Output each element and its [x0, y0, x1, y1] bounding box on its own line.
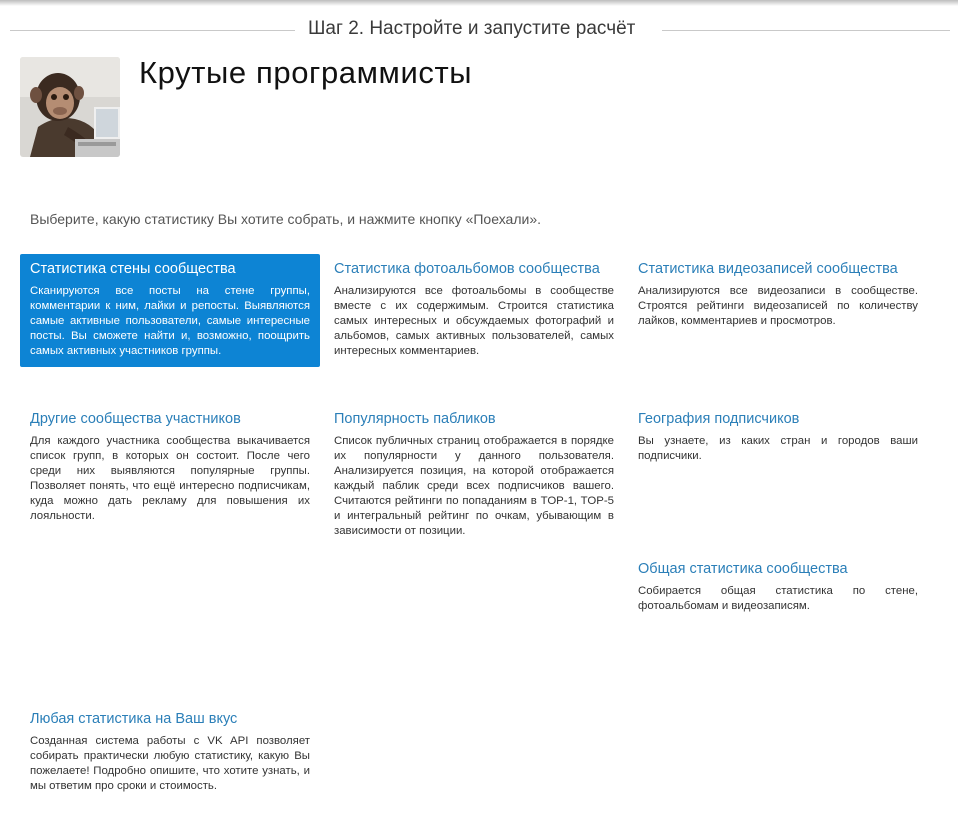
header-divider-left [10, 30, 295, 31]
option-general-stats[interactable] [628, 554, 928, 622]
option-description: Анализируются все видеозаписи в сообществе. Строятся рейтинги видеозаписей по количеству лайков, комментариев и просмотров. [638, 285, 918, 327]
group-title: Крутые программисты [139, 55, 473, 90]
option-title: Другие сообщества участников [30, 411, 241, 427]
instruction-text: Выберите, какую статистику Вы хотите собрать, и нажмите кнопку «Поехали». [30, 211, 541, 227]
option-description: Собирается общая статистика по стене, фотоальбомам и видеозаписям. [638, 585, 918, 612]
option-title: Статистика видеозаписей сообщества [638, 261, 898, 277]
option-description: Вы узнаете, из каких стран и городов ваши подписчики. [638, 435, 918, 462]
option-title: Статистика стены сообщества [30, 261, 236, 277]
step-title: Шаг 2. Настройте и запустите расчёт [308, 18, 636, 39]
option-description: Список публичных страниц отображается в порядке их популярности у данного пользователя. Анализируется позиция, на которой отображается каждый паблик среди всех подписчиков вашего. Считаются рейтинги по попаданиям в TOP-1, TOP-5 и интегральный рейтинг по очкам, убывающим в зависимости от позиции. [334, 435, 614, 537]
option-description: Сканируются все посты на стене группы, комментарии к ним, лайки и репосты. Выявляются самые активные пользователи, самые интересные посты. Вы сможете найти и, возможно, поощрить самых активных участников группы. [30, 285, 310, 357]
option-title: География подписчиков [638, 411, 800, 427]
option-video-stats[interactable] [628, 254, 928, 337]
monkey-avatar-icon [20, 57, 120, 157]
option-subscriber-geography[interactable] [628, 404, 928, 472]
option-title: Любая статистика на Ваш вкус [30, 711, 238, 727]
option-description: Созданная система работы с VK API позволяет собирать практически любую статистику, какую Вы пожелаете! Подробно опишите, что хотите узнать, и мы ответим про сроки и стоимость. [30, 735, 310, 792]
step-header [10, 18, 950, 44]
option-title: Статистика фотоальбомов сообщества [334, 261, 600, 277]
option-member-communities[interactable] [20, 404, 320, 532]
option-public-popularity[interactable] [324, 404, 624, 547]
option-description: Для каждого участника сообщества выкачивается список групп, в которых он состоит. После чего среди них выявляются популярные группы. Позволяет понять, что ещё интересно подписчикам, куда можно дать рекламу для повышения их лояльности. [30, 435, 310, 522]
option-title: Популярность пабликов [334, 411, 496, 427]
header-divider-right [662, 30, 950, 31]
option-wall-stats[interactable] [20, 254, 320, 367]
top-shadow [0, 0, 958, 6]
option-custom-stats[interactable] [20, 704, 320, 802]
option-description: Анализируются все фотоальбомы в сообществе вместе с их содержимым. Строится статистика самых интересных и обсуждаемых фотографий и альбомов, самых активных пользователей, самых интересных комментариев. [334, 285, 614, 357]
option-photo-album-stats[interactable] [324, 254, 624, 367]
option-title: Общая статистика сообщества [638, 561, 848, 577]
